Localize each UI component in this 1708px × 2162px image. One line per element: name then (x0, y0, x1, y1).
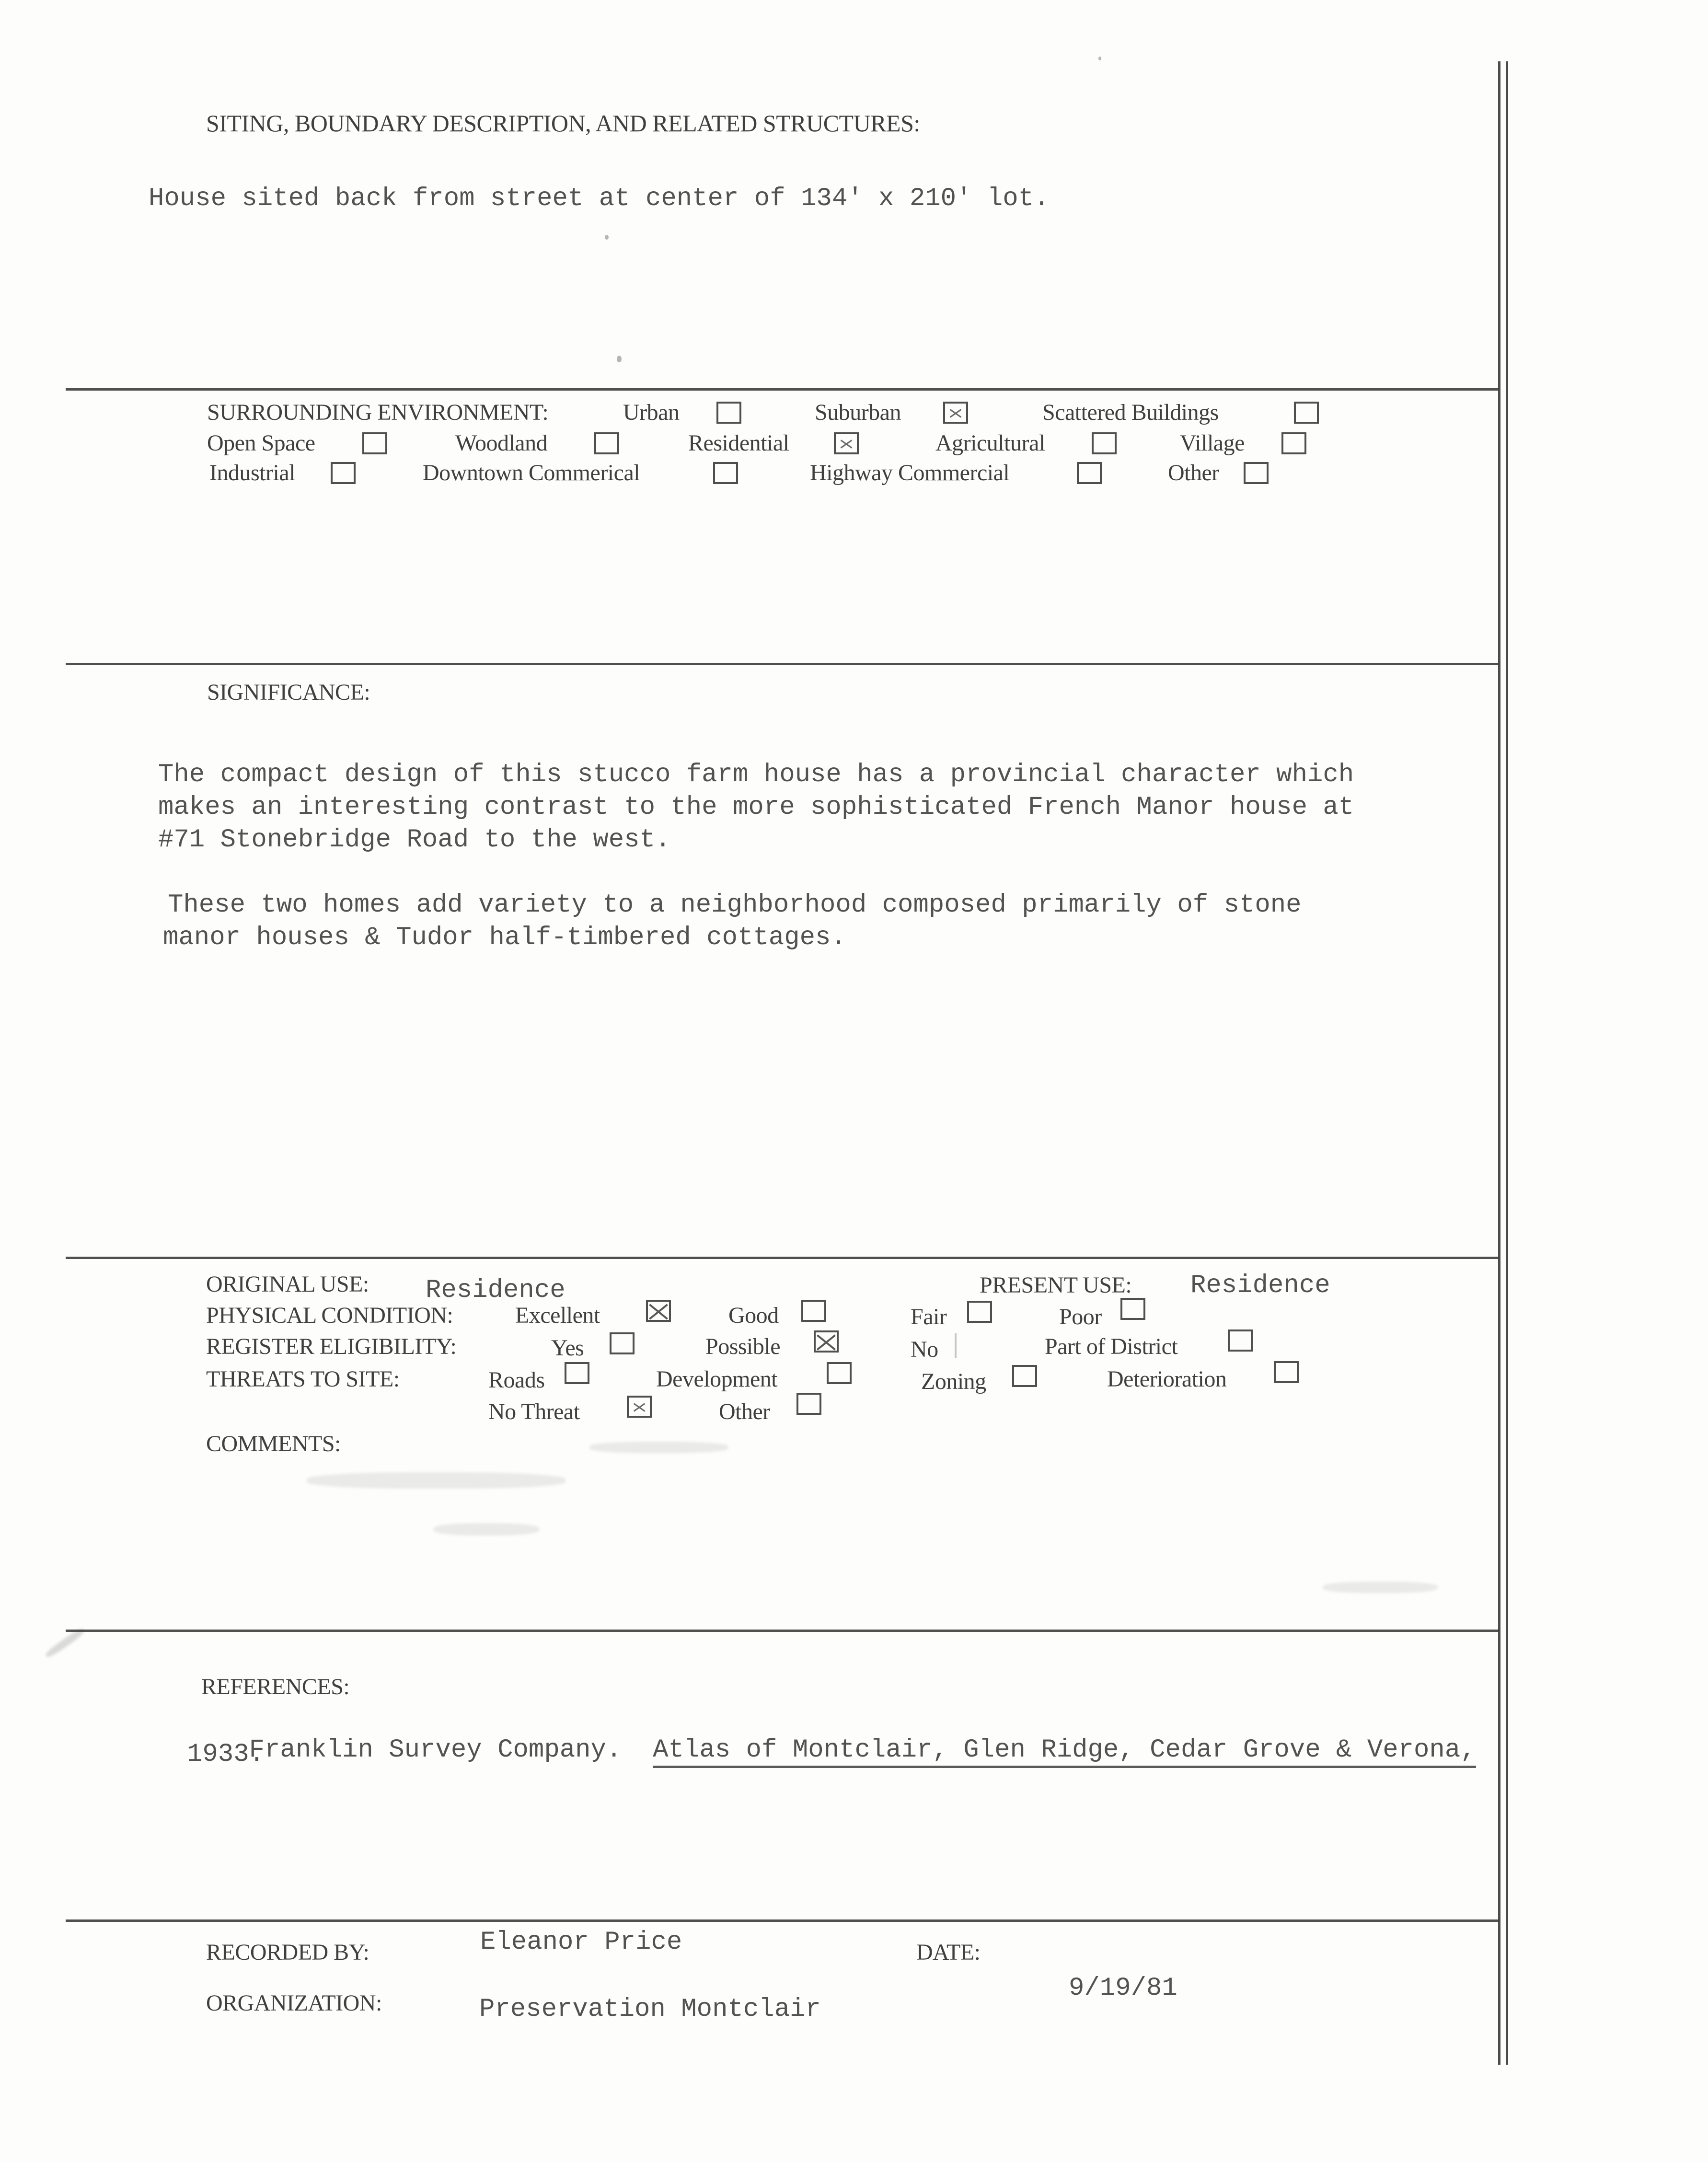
section-divider-3 (66, 1257, 1499, 1259)
env-option-scattered-buildings-label: Scattered Buildings (1042, 400, 1219, 425)
original-use-value: Residence (426, 1276, 565, 1305)
eligibility-no-faint-box (955, 1333, 957, 1358)
erased-pencil-smudge (589, 1442, 728, 1453)
siting-text: House sited back from street at center of 134' x 210' lot. (149, 184, 1050, 213)
env-checkbox-village[interactable] (1281, 432, 1306, 454)
env-option-industrial-label: Industrial (209, 460, 295, 486)
original-use-label: ORIGINAL USE: (206, 1272, 369, 1297)
significance-paragraph2-line2: manor houses & Tudor half-timbered cottages. (163, 923, 846, 952)
section-divider-2 (66, 663, 1499, 665)
env-checkbox-scattered-buildings[interactable] (1294, 402, 1319, 424)
threat-other-label: Other (719, 1399, 770, 1424)
reference-citation-title-underlined: Atlas of Montclair, Glen Ridge, Cedar Grove & Verona, (653, 1735, 1476, 1768)
erased-pencil-smudge (434, 1523, 539, 1536)
threat-no-threat-label: No Threat (488, 1399, 580, 1424)
env-option-suburban-label: Suburban (815, 400, 901, 425)
env-option-open-space-label: Open Space (207, 430, 315, 456)
eligibility-checkbox-part-of-district[interactable] (1228, 1330, 1253, 1352)
condition-checkbox-good[interactable] (801, 1300, 826, 1322)
condition-checkbox-excellent[interactable] (646, 1300, 671, 1322)
threat-checkbox-development[interactable] (827, 1362, 852, 1384)
recorded-by-label: RECORDED BY: (206, 1940, 369, 1965)
eligibility-possible-label: Possible (705, 1334, 781, 1359)
eligibility-checkbox-yes[interactable] (610, 1332, 635, 1354)
eligibility-checkbox-possible[interactable] (814, 1330, 839, 1353)
condition-fair-label: Fair (911, 1304, 947, 1330)
env-checkbox-highway-commercial[interactable] (1077, 462, 1102, 484)
env-option-highway-commercial-label: Highway Commercial (810, 460, 1010, 486)
threats-to-site-label: THREATS TO SITE: (206, 1366, 400, 1392)
env-checkbox-urban[interactable] (716, 402, 741, 424)
organization-label: ORGANIZATION: (206, 1990, 382, 2016)
scan-speck (605, 235, 609, 240)
significance-paragraph1-line1: The compact design of this stucco farm house has a provincial character which (158, 760, 1354, 789)
threat-development-label: Development (656, 1366, 778, 1392)
eligibility-part-of-district-label: Part of District (1045, 1334, 1178, 1359)
erased-pencil-smudge (307, 1472, 565, 1489)
threat-checkbox-zoning[interactable] (1012, 1365, 1037, 1387)
faint-handwriting-marks (1323, 1582, 1438, 1593)
condition-checkbox-fair[interactable] (967, 1301, 992, 1323)
env-option-agricultural-label: Agricultural (935, 430, 1045, 456)
page-edge-line-inner (1506, 61, 1508, 2065)
register-eligibility-label: REGISTER ELIGIBILITY: (206, 1334, 457, 1359)
env-checkbox-residential[interactable] (834, 432, 859, 454)
present-use-label: PRESENT USE: (980, 1272, 1132, 1298)
threat-zoning-label: Zoning (921, 1369, 986, 1394)
condition-excellent-label: Excellent (515, 1303, 600, 1328)
threat-deterioration-label: Deterioration (1107, 1366, 1227, 1392)
threat-checkbox-no-threat[interactable] (627, 1396, 652, 1418)
date-label: DATE: (916, 1940, 981, 1965)
env-option-downtown-commerical-label: Downtown Commerical (423, 460, 640, 486)
date-value: 9/19/81 (1069, 1974, 1177, 2003)
threat-checkbox-deterioration[interactable] (1274, 1361, 1299, 1383)
condition-checkbox-poor[interactable] (1120, 1298, 1145, 1320)
env-option-village-label: Village (1180, 430, 1245, 456)
scan-speck (617, 356, 622, 362)
section-divider-5 (66, 1919, 1499, 1922)
eligibility-no-label: No (911, 1337, 938, 1362)
significance-paragraph1-line3: #71 Stonebridge Road to the west. (158, 825, 671, 855)
env-checkbox-downtown-commerical[interactable] (713, 462, 738, 484)
env-option-woodland-label: Woodland (455, 430, 548, 456)
present-use-value: Residence (1190, 1271, 1330, 1300)
significance-paragraph1-line2: makes an interesting contrast to the more sophisticated French Manor house at (158, 793, 1354, 822)
condition-good-label: Good (728, 1303, 779, 1328)
env-option-residential-label: Residential (688, 430, 789, 456)
threat-checkbox-roads[interactable] (565, 1362, 589, 1384)
references-label: REFERENCES: (201, 1674, 350, 1700)
env-checkbox-industrial[interactable] (331, 462, 356, 484)
eligibility-yes-label: Yes (551, 1335, 584, 1361)
significance-label: SIGNIFICANCE: (207, 680, 370, 705)
physical-condition-label: PHYSICAL CONDITION: (206, 1303, 453, 1328)
env-checkbox-env-other[interactable] (1244, 462, 1269, 484)
organization-value: Preservation Montclair (479, 1995, 821, 2024)
threat-checkbox-other[interactable] (796, 1393, 821, 1415)
page-edge-line-outer (1498, 61, 1500, 2065)
env-checkbox-suburban[interactable] (943, 402, 968, 424)
section-divider-1 (66, 388, 1499, 391)
env-checkbox-agricultural[interactable] (1092, 432, 1117, 454)
scan-speck (1098, 57, 1101, 60)
recorded-by-value: Eleanor Price (480, 1928, 682, 1957)
reference-citation-line (187, 1706, 1476, 1794)
env-checkbox-woodland[interactable] (594, 432, 619, 454)
surrounding-environment-label: SURROUNDING ENVIRONMENT: (207, 400, 549, 425)
condition-poor-label: Poor (1059, 1304, 1102, 1330)
significance-paragraph2-line1: These two homes add variety to a neighborhood composed primarily of stone (168, 890, 1302, 920)
siting-section-header: SITING, BOUNDARY DESCRIPTION, AND RELATED STRUCTURES: (206, 110, 920, 137)
comments-label: COMMENTS: (206, 1431, 341, 1457)
reference-citation-author: Franklin Survey Company. (249, 1735, 653, 1765)
section-divider-4 (66, 1630, 1499, 1632)
env-checkbox-open-space[interactable] (362, 432, 387, 454)
reference-citation-year: 1933. (187, 1740, 265, 1769)
env-option-other-label: Other (1168, 460, 1219, 486)
threat-roads-label: Roads (488, 1367, 545, 1393)
env-option-urban-label: Urban (623, 400, 680, 425)
